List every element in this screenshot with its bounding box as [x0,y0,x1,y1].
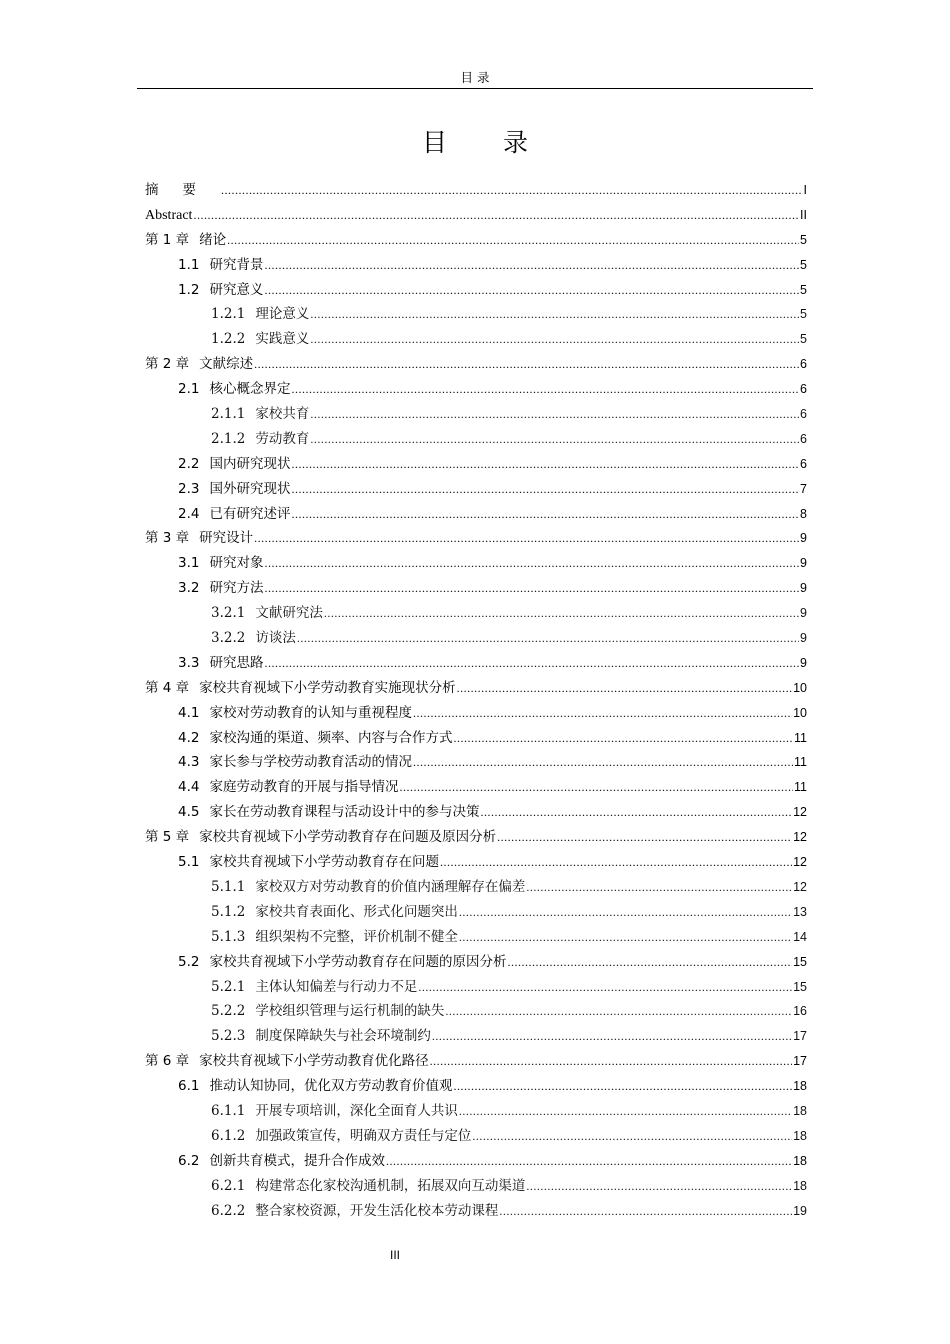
toc-entry-page: I [803,183,807,197]
toc-entry-page: 19 [793,1203,807,1218]
dot-leader [264,651,799,676]
toc-entry[interactable] [145,1124,807,1149]
toc-entry-number: 第 3 章 [145,530,190,547]
toc-entry-number: 6.1.2 [211,1127,246,1144]
toc-entry-label: 文献研究法 [255,605,323,622]
toc-entry-label: 已有研究述评 [209,505,291,522]
toc-entry-page: 5 [800,232,807,247]
toc-entry-number: 3.1 [178,555,200,572]
toc-entry-label: 家长参与学校劳动教育活动的情况 [209,754,412,771]
dot-leader [472,1124,792,1149]
toc-entry-page: 15 [793,954,807,969]
toc-entry-label: 推动认知协同，优化双方劳动教育价值观 [209,1078,453,1095]
dot-leader [507,950,792,975]
toc-entry-label: 家长在劳动教育课程与活动设计中的参与决策 [209,804,480,821]
toc-entry[interactable] [145,477,807,502]
toc-entry-label: 国外研究现状 [209,480,291,497]
dot-leader [418,975,792,1000]
table-of-contents [145,178,807,1223]
toc-entry[interactable] [145,1024,807,1049]
toc-entry[interactable] [145,1174,807,1199]
toc-entry-page: 5 [800,307,807,322]
toc-entry-label: 劳动教育 [255,430,310,447]
toc-entry-number: 2.1.2 [211,430,246,447]
dot-leader [291,477,799,502]
toc-entry[interactable] [145,253,807,278]
dot-leader [291,452,799,477]
dot-leader [227,228,799,253]
toc-entry-page: 18 [793,1178,807,1193]
toc-entry[interactable] [145,551,807,576]
toc-entry-label: 创新共育模式，提升合作成效 [209,1152,385,1169]
dot-leader [413,701,792,726]
toc-entry-number: 5.1 [178,854,200,871]
toc-entry-number: 6.2 [178,1152,200,1169]
toc-entry[interactable] [145,1149,807,1174]
toc-entry-number: 5.1.2 [211,903,246,920]
toc-entry-page: 13 [793,904,807,919]
page-number: III [389,1248,400,1262]
toc-entry[interactable] [145,850,807,875]
dot-leader [310,302,799,327]
dot-leader [399,775,793,800]
toc-entry-page: 18 [793,1153,807,1168]
toc-entry[interactable] [145,203,807,228]
toc-entry[interactable] [145,676,807,701]
toc-entry-page: 11 [794,780,807,795]
toc-entry-number: 5.2.1 [211,978,246,995]
dot-leader [497,825,792,850]
dot-leader [297,626,799,651]
toc-entry-page: 9 [800,606,807,621]
toc-entry-number: 2.1.1 [211,406,246,423]
toc-entry-number: 4.3 [178,754,200,771]
toc-entry-number: 2.2 [178,455,200,472]
dot-leader [386,1149,792,1174]
toc-entry-number: 3.2.2 [211,630,246,647]
dot-leader [254,352,799,377]
toc-entry-number: 4.5 [178,804,200,821]
toc-entry-number: 4.2 [178,729,200,746]
toc-entry-page: 12 [793,879,807,894]
dot-leader [457,676,792,701]
toc-entry-label: 构建常态化家校沟通机制，拓展双向互动渠道 [255,1177,526,1194]
toc-entry-label: 主体认知偏差与行动力不足 [255,978,418,995]
running-header: 目 录 [460,70,490,85]
toc-entry-number: 2.4 [178,505,200,522]
toc-entry-label: 家校共育表面化、形式化问题突出 [255,903,458,920]
toc-entry-label: 家校双方对劳动教育的价值内涵理解存在偏差 [255,878,526,895]
toc-entry[interactable] [145,701,807,726]
toc-entry-label: 摘要 [145,182,220,198]
dot-leader [264,278,799,303]
toc-entry-label: 绪论 [199,231,227,248]
toc-entry-number: 1.2.1 [211,306,246,323]
toc-entry-page: 9 [800,655,807,670]
toc-entry-label: 文献综述 [199,356,254,373]
toc-entry-number: 3.3 [178,654,200,671]
toc-entry[interactable] [145,278,807,303]
toc-entry-label: 核心概念界定 [209,381,291,398]
toc-entry-page: 5 [800,257,807,272]
toc-entry-page: 12 [793,855,807,870]
header-rule [137,88,813,89]
dot-leader [193,203,799,229]
toc-entry-page: 18 [793,1103,807,1118]
toc-entry-number: 2.3 [178,480,200,497]
toc-entry-label: 研究对象 [209,555,264,572]
toc-entry-number: 5.1.3 [211,928,246,945]
dot-leader [324,601,799,626]
toc-entry-page: 18 [793,1128,807,1143]
toc-entry[interactable] [145,452,807,477]
toc-entry-label: 家校沟通的渠道、频率、内容与合作方式 [209,729,453,746]
dot-leader [453,1074,792,1099]
dot-leader [499,1199,792,1224]
toc-entry-label: 制度保障缺失与社会环境制约 [255,1028,431,1045]
toc-entry-page: 14 [793,929,807,944]
dot-leader [459,1099,792,1124]
toc-entry-number: 6.1.1 [211,1102,246,1119]
dot-leader [264,253,799,278]
toc-entry[interactable] [145,800,807,825]
toc-entry-label: 理论意义 [255,306,310,323]
toc-entry-label: 研究意义 [209,281,264,298]
toc-entry[interactable] [145,576,807,601]
toc-entry[interactable] [145,900,807,925]
toc-entry[interactable] [145,526,807,551]
toc-entry-page: 17 [793,1054,807,1069]
dot-leader [459,925,792,950]
dot-leader [291,377,799,402]
toc-entry[interactable] [145,750,807,775]
dot-leader [445,999,792,1024]
toc-entry-number: 4.4 [178,779,200,796]
toc-entry[interactable] [145,228,807,253]
toc-entry-number: 6.1 [178,1078,200,1095]
toc-entry-number: 第 1 章 [145,231,190,248]
dot-leader [310,327,799,352]
toc-entry-number: 3.2.1 [211,605,246,622]
toc-entry-number: 第 5 章 [145,829,190,846]
toc-entry-page: II [800,207,807,222]
toc-entry[interactable] [145,999,807,1024]
toc-entry-label: 国内研究现状 [209,455,291,472]
toc-entry-page: 7 [800,481,807,496]
toc-entry-label: 研究设计 [199,530,254,547]
toc-entry-page: 12 [793,805,807,820]
toc-entry[interactable] [145,327,807,352]
toc-entry-number: 3.2 [178,580,200,597]
toc-entry-page: 17 [793,1029,807,1044]
toc-entry-label: 家校共育 [255,406,310,423]
toc-entry-page: 5 [800,332,807,347]
toc-entry-page: 6 [800,357,807,372]
dot-leader [291,502,799,527]
dot-leader [310,427,799,452]
toc-entry-page: 6 [800,382,807,397]
toc-entry-number: 5.2.2 [211,1003,246,1020]
toc-entry-number: 第 6 章 [145,1053,190,1070]
toc-entry-label: 研究方法 [209,580,264,597]
toc-entry[interactable] [145,875,807,900]
toc-entry-page: 9 [800,631,807,646]
dot-leader [254,526,799,551]
toc-entry-label: 家校对劳动教育的认知与重视程度 [209,704,412,721]
toc-entry-label: 组织架构不完整，评价机制不健全 [255,928,458,945]
toc-entry-number: 第 4 章 [145,679,190,696]
toc-entry-label: 家校共育视域下小学劳动教育存在问题 [209,854,439,871]
toc-entry[interactable] [145,302,807,327]
dot-leader [453,726,793,751]
toc-entry-label: 家校共育视域下小学劳动教育优化路径 [199,1053,429,1070]
toc-entry[interactable] [145,352,807,377]
toc-entry[interactable] [145,950,807,975]
dot-leader [432,1024,792,1049]
toc-entry[interactable] [145,178,807,203]
dot-leader [526,1174,792,1199]
toc-entry-page: 18 [793,1079,807,1094]
toc-entry-page: 9 [800,531,807,546]
toc-entry[interactable] [145,427,807,452]
dot-leader [459,900,792,925]
toc-entry-number: 2.1 [178,381,200,398]
dot-leader [526,875,792,900]
toc-entry-label: 学校组织管理与运行机制的缺失 [255,1003,445,1020]
toc-entry[interactable] [145,925,807,950]
toc-entry[interactable] [145,651,807,676]
toc-entry-page: 6 [800,431,807,446]
toc-entry-page: 6 [800,456,807,471]
toc-entry-page: 12 [793,830,807,845]
toc-entry-page: 9 [800,581,807,596]
toc-entry-label: 家校共育视域下小学劳动教育实施现状分析 [199,679,456,696]
dot-leader [264,551,799,576]
toc-entry[interactable] [145,775,807,800]
toc-title: 目 录 [422,128,552,157]
toc-entry-page: 10 [793,680,807,695]
toc-entry[interactable] [145,502,807,527]
toc-entry-label: 开展专项培训，深化全面育人共识 [255,1102,458,1119]
toc-entry-number: 5.1.1 [211,878,246,895]
toc-entry[interactable] [145,1049,807,1074]
toc-entry-number: 6.2.2 [211,1202,246,1219]
toc-entry-label: 实践意义 [255,331,310,348]
toc-entry[interactable] [145,975,807,1000]
toc-entry[interactable] [145,1099,807,1124]
toc-entry[interactable] [145,1074,807,1099]
toc-entry-page: 9 [800,556,807,571]
toc-entry-number: 1.1 [178,256,200,273]
toc-entry-page: 10 [793,705,807,720]
toc-entry-label: 加强政策宣传，明确双方责任与定位 [255,1127,472,1144]
dot-leader [310,402,799,427]
dot-leader [480,800,792,825]
toc-entry-number: 第 2 章 [145,356,190,373]
toc-entry-label: 家庭劳动教育的开展与指导情况 [209,779,399,796]
dot-leader [413,750,793,775]
toc-entry-number: 4.1 [178,704,200,721]
toc-entry-number: 5.2.3 [211,1028,246,1045]
toc-entry[interactable] [145,1199,807,1224]
dot-leader [264,576,799,601]
dot-leader [430,1049,792,1074]
toc-entry-page: 5 [800,282,807,297]
toc-entry-label: 家校共育视域下小学劳动教育存在问题及原因分析 [199,829,497,846]
dot-leader [440,850,792,875]
toc-entry[interactable] [145,825,807,850]
toc-entry-label: 家校共育视域下小学劳动教育存在问题的原因分析 [209,953,507,970]
toc-entry-label: Abstract [145,207,193,223]
toc-entry[interactable] [145,626,807,651]
toc-entry[interactable] [145,402,807,427]
toc-entry-label: 研究背景 [209,256,264,273]
toc-entry-label: 访谈法 [255,630,296,647]
toc-entry-page: 11 [794,730,807,745]
toc-entry-label: 整合家校资源，开发生活化校本劳动课程 [255,1202,499,1219]
toc-entry-page: 16 [793,1004,807,1019]
toc-entry-page: 15 [793,979,807,994]
toc-entry-number: 1.2 [178,281,200,298]
toc-entry[interactable] [145,377,807,402]
toc-entry-page: 6 [800,407,807,422]
toc-entry-number: 5.2 [178,953,200,970]
dot-leader [221,178,803,203]
toc-entry-number: 6.2.1 [211,1177,246,1194]
toc-entry[interactable] [145,601,807,626]
toc-entry-page: 8 [800,506,807,521]
toc-entry-number: 1.2.2 [211,331,246,348]
toc-entry-page: 11 [794,755,807,770]
toc-entry-label: 研究思路 [209,654,264,671]
toc-entry[interactable] [145,726,807,751]
